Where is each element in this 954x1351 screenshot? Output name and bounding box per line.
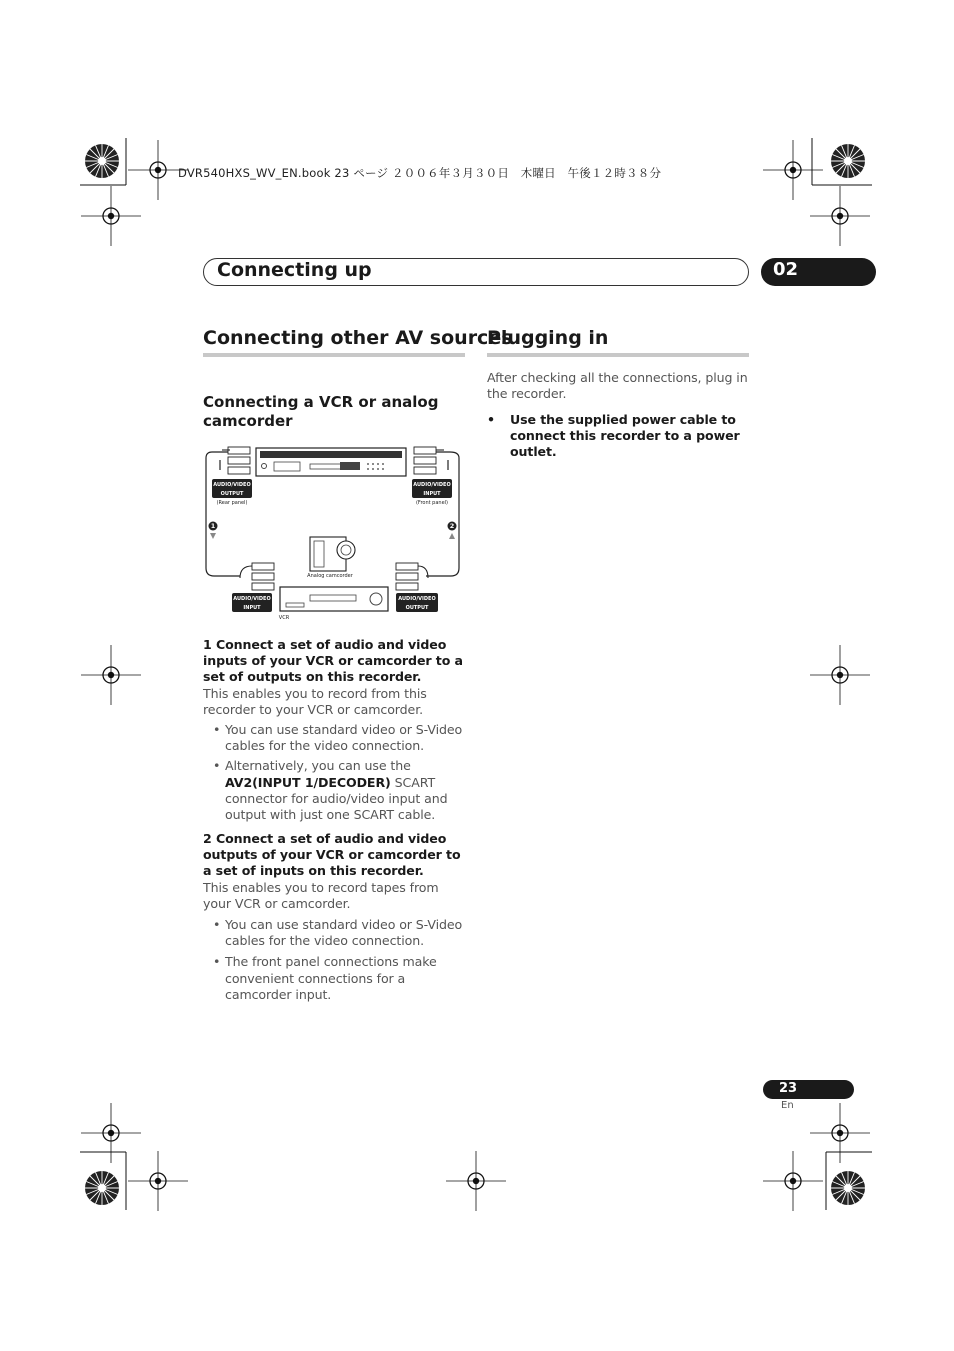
step-2-bullet-2: • The front panel connections make convenient connections for a camcorder input. <box>213 954 437 1002</box>
step-1-bullet-2-post: SCART connector for audio/video input and output with just one SCART cable. <box>225 774 448 823</box>
step-1-bullet-1-text: You can use standard video or S-Video cables for the video connection. <box>225 722 463 754</box>
right-bullet: • Use the supplied power cable to connect this recorder to a power outlet. <box>487 412 740 460</box>
right-heading-rule <box>487 353 749 357</box>
section-title: Connecting up <box>217 259 372 281</box>
step-1-body: This enables you to record from this recorder to your VCR or camcorder. <box>203 685 427 717</box>
step-2-bullet-1: • You can use standard video or S-Video cables for the video connection. <box>213 917 463 949</box>
step-marker-1: 1 <box>210 522 216 530</box>
step-2-bullet-1-text: You can use standard video or S-Video cables for the video connection. <box>225 917 463 949</box>
step-2 <box>203 831 465 1003</box>
step-1-bullet-2: • Alternatively, you can use the AV2(INPUT 1/DECODER) SCART connector for audio/video input and output with just one SCART cable. <box>213 758 448 823</box>
step-2-bullet-2-text: The front panel connections make convenient connections for a camcorder input. <box>225 954 437 1002</box>
label-rear-output-1: AUDIO/VIDEO <box>213 482 251 488</box>
print-header: DVR540HXS_WV_EN.book 23 ページ ２００６年３月３０日 木曜日 午後１２時３８分 <box>178 166 662 180</box>
step-1 <box>203 637 465 823</box>
page-number-badge <box>763 1080 854 1099</box>
label-front-input-1: AUDIO/VIDEO <box>413 482 451 488</box>
right-body: After checking all the connections, plug in the recorder. <box>487 370 748 402</box>
step-1-bullet-2-pre: Alternatively, you can use the <box>225 758 411 774</box>
chapter-number: 02 <box>773 259 799 280</box>
label-analog-camcorder: Analog camcorder <box>307 573 353 579</box>
step-1-title: 1 Connect a set of audio and video inputs of your VCR or camcorder to a set of outputs on this recorder. <box>203 637 463 685</box>
label-front-input-2: INPUT <box>423 491 441 497</box>
label-rear-panel: (Rear panel) <box>216 500 248 506</box>
label-vcr-output-1: AUDIO/VIDEO <box>398 596 436 602</box>
chapter-badge <box>761 258 876 286</box>
left-subheading: Connecting a VCR or analog camcorder <box>203 393 439 430</box>
step-1-bullet-1: • You can use standard video or S-Video cables for the video connection. <box>213 722 463 754</box>
label-vcr-output-2: OUTPUT <box>405 605 429 611</box>
connection-diagram <box>200 440 468 628</box>
right-heading: Plugging in <box>487 327 609 349</box>
label-front-panel: (Front panel) <box>415 500 449 506</box>
label-vcr-input-2: INPUT <box>243 605 261 611</box>
label-rear-output-2: OUTPUT <box>220 491 244 497</box>
page-number: 23 <box>779 1081 798 1096</box>
left-heading-rule <box>203 353 465 357</box>
step-2-title: 2 Connect a set of audio and video outputs of your VCR or camcorder to a set of inputs on this recorder. <box>203 831 461 879</box>
left-heading: Connecting other AV sources <box>203 327 513 349</box>
language-code: En <box>781 1100 794 1111</box>
step-2-body: This enables you to record tapes from your VCR or camcorder. <box>203 879 439 911</box>
scart-connector-name: AV2(INPUT 1/DECODER) <box>225 774 391 790</box>
label-vcr: VCR <box>278 615 290 621</box>
right-bullet-text: Use the supplied power cable to connect this recorder to a power outlet. <box>510 412 740 460</box>
label-vcr-input-1: AUDIO/VIDEO <box>233 596 271 602</box>
step-marker-2: 2 <box>449 522 455 530</box>
